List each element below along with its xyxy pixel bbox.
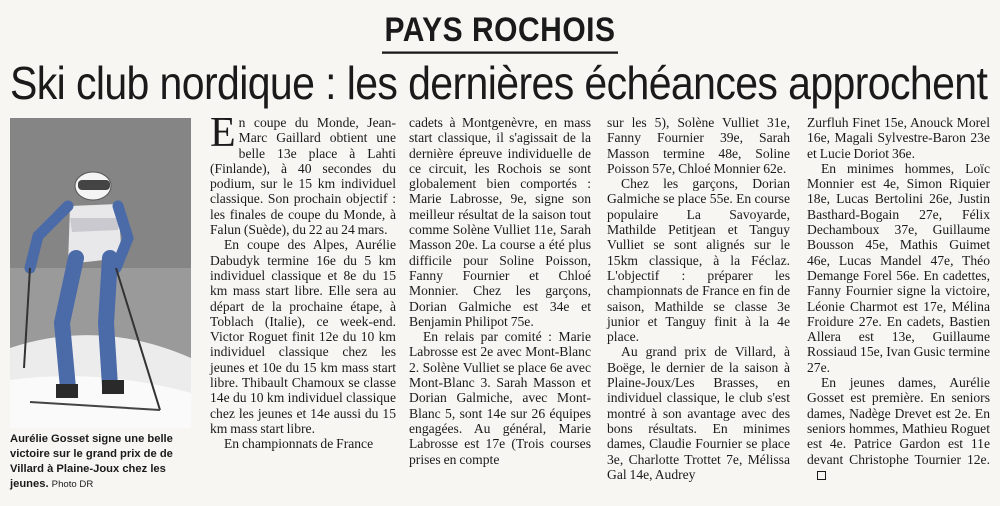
article-paragraph: Zurfluh Finet 15e, Anouck Morel 16e, Magali Sylvestre-Baron 23e et Lucie Doriot 36e. [807, 115, 990, 161]
paragraph-text: En jeunes dames, Aurélie Gosset est première. En seniors dames, Nadège Drevet est 2e. En seniors hommes, Mathieu Roguet est 4e. Patrice Gardon est 11e devant Christophe Tournier 12e. [807, 375, 990, 467]
photo-credit: Photo DR [51, 479, 94, 490]
article-paragraph: En coupe des Alpes, Aurélie Dabudyk termine 16e du 5 km individuel classique et 8e du 15 km mass start libre. Elle sera au départ de la prochaine étape, à Toblach (Italie), ce week-end. Victor Roguet finit 12e du 10 km individuel classique chez les jeunes et 10e du 15 km mass start libre. Thibault Chamoux se classe 14e du 10 km individuel classique chez les jeunes et 14e aussi du 15 km mass start libre. [210, 237, 396, 436]
section-kicker-label: PAYS ROCHOIS [382, 11, 617, 54]
headline: Ski club nordique : les dernières échéances approchent [10, 57, 988, 109]
article-column-3 [607, 115, 790, 482]
article-paragraph: sur les 5), Solène Vulliet 31e, Fanny Fournier 39e, Sarah Masson termine 48e, Soline Poisson 57e, Chloé Monnier 62e. [607, 115, 790, 176]
drop-cap: E [210, 110, 236, 156]
paragraph-text: n coupe du Monde, Jean-Marc Gaillard obtient une belle 13e place à Lahti (Finlande), à 40 secondes du podium, sur le 15 km individuel classique. Son prochain objectif : les finales de coupe du Monde, à Falun (Suède), du 22 au 24 mars. [210, 115, 396, 238]
photo-caption [10, 432, 196, 492]
photo-caption-text: Aurélie Gosset signe une belle victoire sur le grand prix de de Villard à Plaine-Joux chez les jeunes. [10, 433, 173, 490]
article-paragraph [210, 110, 396, 238]
article-column-2 [409, 115, 591, 467]
article-column-4 [807, 115, 990, 482]
end-of-article-icon [817, 471, 826, 480]
article-paragraph: En minimes hommes, Loïc Monnier est 4e, Simon Riquier 18e, Lucas Bertolini 26e, Justin Basthard-Bogain 27e, Félix Dechamboux 37e, Guillaume Bousson 45e, Mathis Guimet 46e, Lucas Mandel 47e, Théo Demange Forel 56e. En cadettes, Fanny Fournier signe la victoire, Léonie Charmot est 17e, Mélina Froidure 27e. En cadets, Bastien Allera est 13e, Guillaume Rossiaud 15e, Ivan Gusic termine 27e. [807, 160, 990, 375]
article-paragraph: cadets à Montgenèvre, en mass start classique, il s'agissait de la dernière épreuve individuelle de ce circuit, les Rochois se sont globalement bien comportés : Marie Labrosse, 9e, signe son meilleur résultat de la saison tout comme Solène Vulliet 11e, Sarah Masson 20e. La course a été plus difficile pour Soline Poisson, Fanny Fournier et Chloé Monnier. Chez les garçons, Dorian Galmiche est 34e et Benjamin Philipot 75e. [409, 115, 591, 329]
section-kicker [0, 11, 1000, 51]
article-paragraph: Chez les garçons, Dorian Galmiche se place 55e. En course populaire La Savoyarde, Mathilde Petitjean et Tanguy Vulliet se sont alignés sur le 15km classique, à la Féclaz. L'objectif : préparer les championnats de France en fin de saison, Mathilde se classe 3e junior et Tanguy finit à la 4e place. [607, 176, 790, 345]
article-column-1 [210, 110, 396, 452]
skier-photo-illustration [10, 118, 191, 428]
article-paragraph: Au grand prix de Villard, à Boëge, le dernier de la saison à Plaine-Joux/Les Brasses, en individuel classique, le club s'est montré à son avantage avec des bons résultats. En minimes dames, Claudie Fournier se place 3e, Charlotte Trottet 7e, Mélissa Gal 14e, Audrey [607, 344, 790, 482]
article-paragraph [807, 375, 990, 482]
article-paragraph: En championnats de France [224, 436, 374, 452]
article-paragraph: En relais par comité : Marie Labrosse est 2e avec Mont-Blanc 2. Solène Vulliet se place 6e avec Mont-Blanc 3. Sarah Masson et Dorian Galmiche, avec Mont-Blanc 5, sont 14e sur 26 équipes engagées. Au général, Marie Labrosse est 17e (Trois courses prises en compte [409, 329, 591, 467]
article-photo [10, 118, 191, 428]
